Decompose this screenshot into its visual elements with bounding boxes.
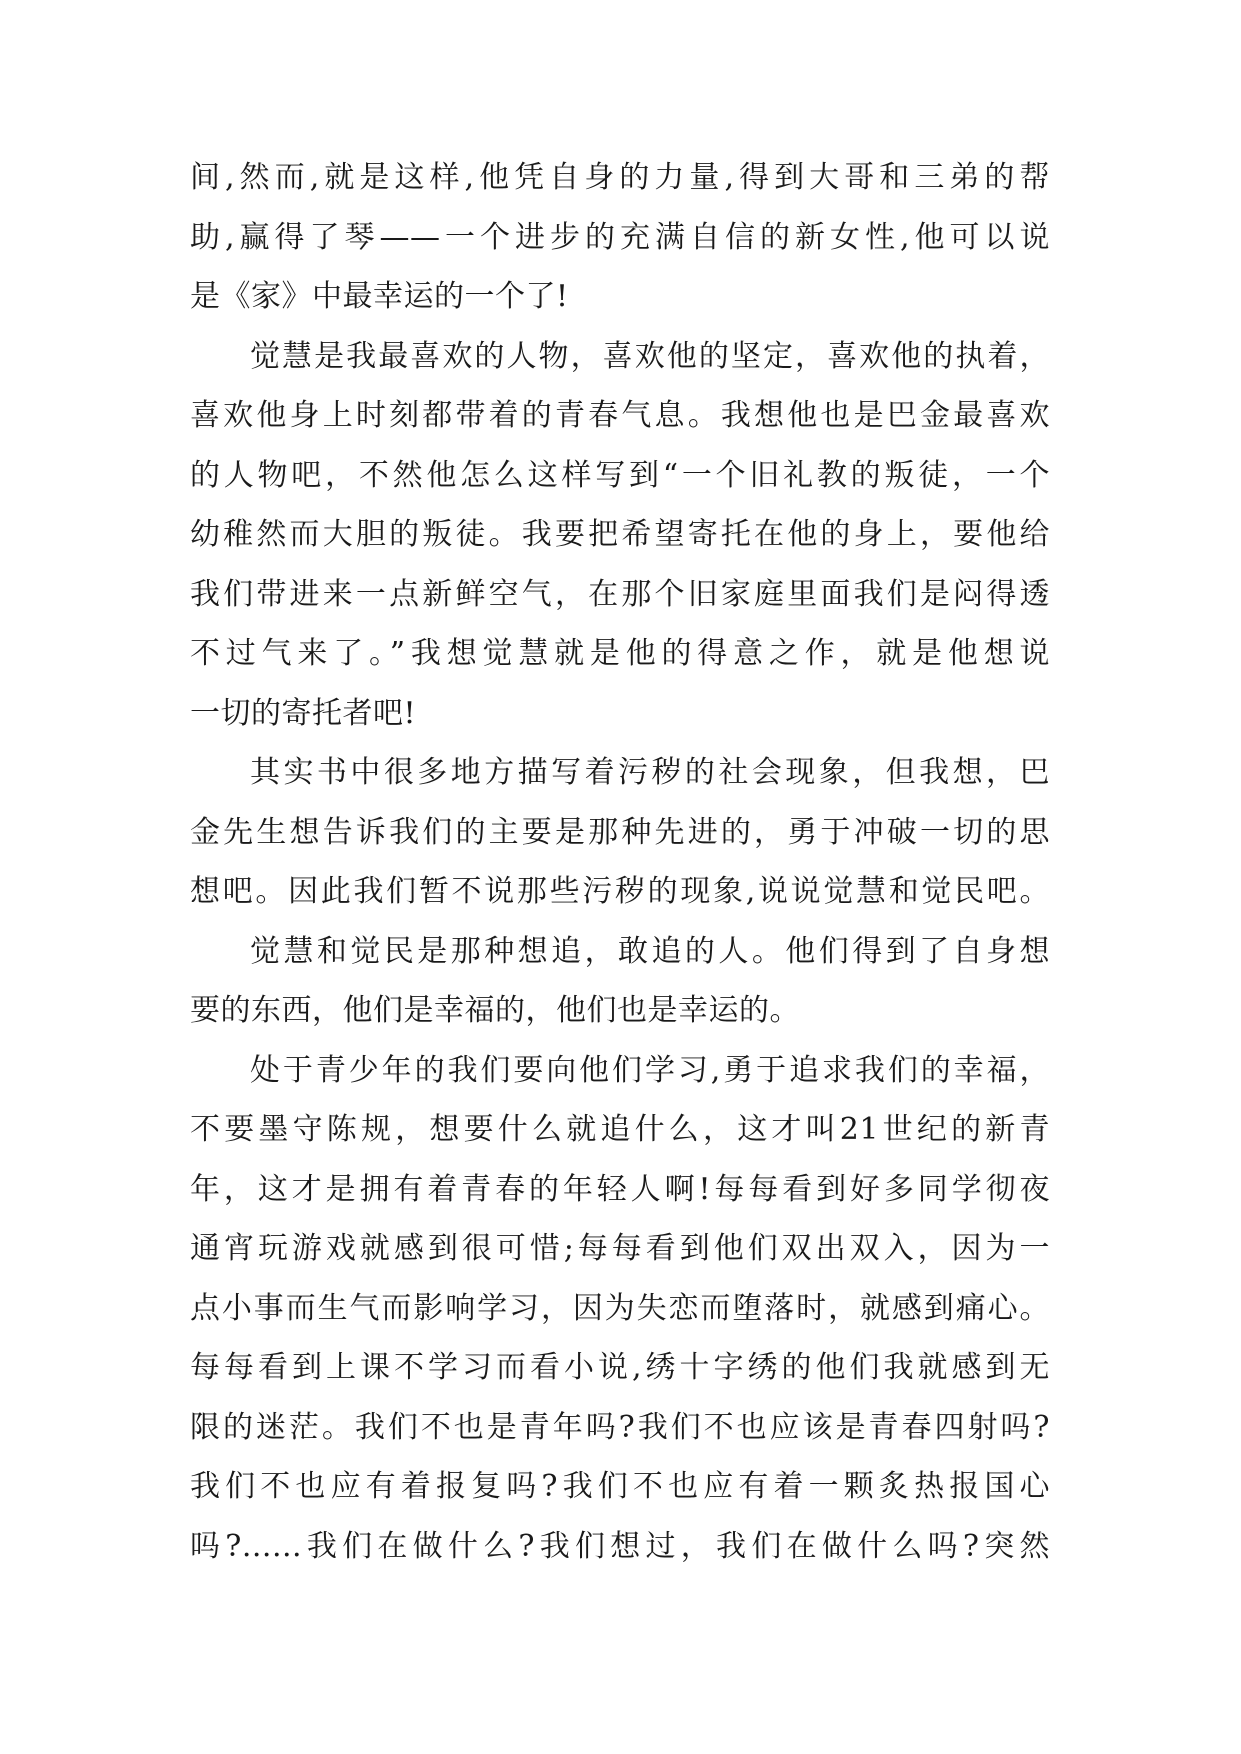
text-line: 我们不也应有着报复吗?我们不也应有着一颗炙热报国心 — [190, 1469, 1050, 1504]
text-line: 想吧。因此我们暂不说那些污秽的现象,说说觉慧和觉民吧。 — [190, 874, 1050, 909]
text-line: 助,赢得了琴——一个进步的充满自信的新女性,他可以说 — [190, 219, 1050, 255]
text-line: 其实书中很多地方描写着污秽的社会现象，但我想，巴 — [250, 755, 1050, 790]
text-line: 间,然而,就是这样,他凭自身的力量,得到大哥和三弟的帮 — [190, 160, 1050, 195]
text-line: 觉慧和觉民是那种想追，敢追的人。他们得到了自身想 — [250, 933, 1050, 969]
text-line: 不要墨守陈规，想要什么就追什么，这才叫21世纪的新青 — [190, 1112, 1050, 1147]
text-line: 不过气来了。”我想觉慧就是他的得意之作，就是他想说 — [190, 636, 1050, 671]
text-line: 通宵玩游戏就感到很可惜;每每看到他们双出双入，因为一 — [190, 1231, 1050, 1266]
text-line: 喜欢他身上时刻都带着的青春气息。我想他也是巴金最喜欢 — [190, 398, 1050, 433]
text-line: 限的迷茫。我们不也是青年吗?我们不也应该是青春四射吗? — [190, 1409, 1050, 1445]
text-line: 是《家》中最幸运的一个了! — [190, 279, 569, 314]
text-line: 觉慧是我最喜欢的人物，喜欢他的坚定，喜欢他的执着， — [250, 338, 1050, 374]
text-line: 一切的寄托者吧! — [190, 695, 417, 731]
text-line: 点小事而生气而影响学习，因为失恋而堕落时，就感到痛心。 — [190, 1290, 1050, 1326]
body-text — [190, 148, 1050, 1576]
text-line: 年，这才是拥有着青春的年轻人啊!每每看到好多同学彻夜 — [190, 1171, 1050, 1207]
text-line: 处于青少年的我们要向他们学习,勇于追求我们的幸福， — [250, 1052, 1050, 1088]
text-line: 金先生想告诉我们的主要是那种先进的，勇于冲破一切的思 — [190, 814, 1050, 850]
text-line: 的人物吧，不然他怎么这样写到“一个旧礼教的叛徒，一个 — [190, 457, 1050, 493]
text-line: 吗?......我们在做什么?我们想过，我们在做什么吗?突然 — [190, 1528, 1050, 1564]
text-line: 要的东西，他们是幸福的，他们也是幸运的。 — [190, 993, 800, 1028]
text-line: 每每看到上课不学习而看小说,绣十字绣的他们我就感到无 — [190, 1350, 1050, 1385]
text-line: 我们带进来一点新鲜空气，在那个旧家庭里面我们是闷得透 — [190, 576, 1050, 612]
text-line: 幼稚然而大胆的叛徒。我要把希望寄托在他的身上，要他给 — [190, 517, 1050, 552]
